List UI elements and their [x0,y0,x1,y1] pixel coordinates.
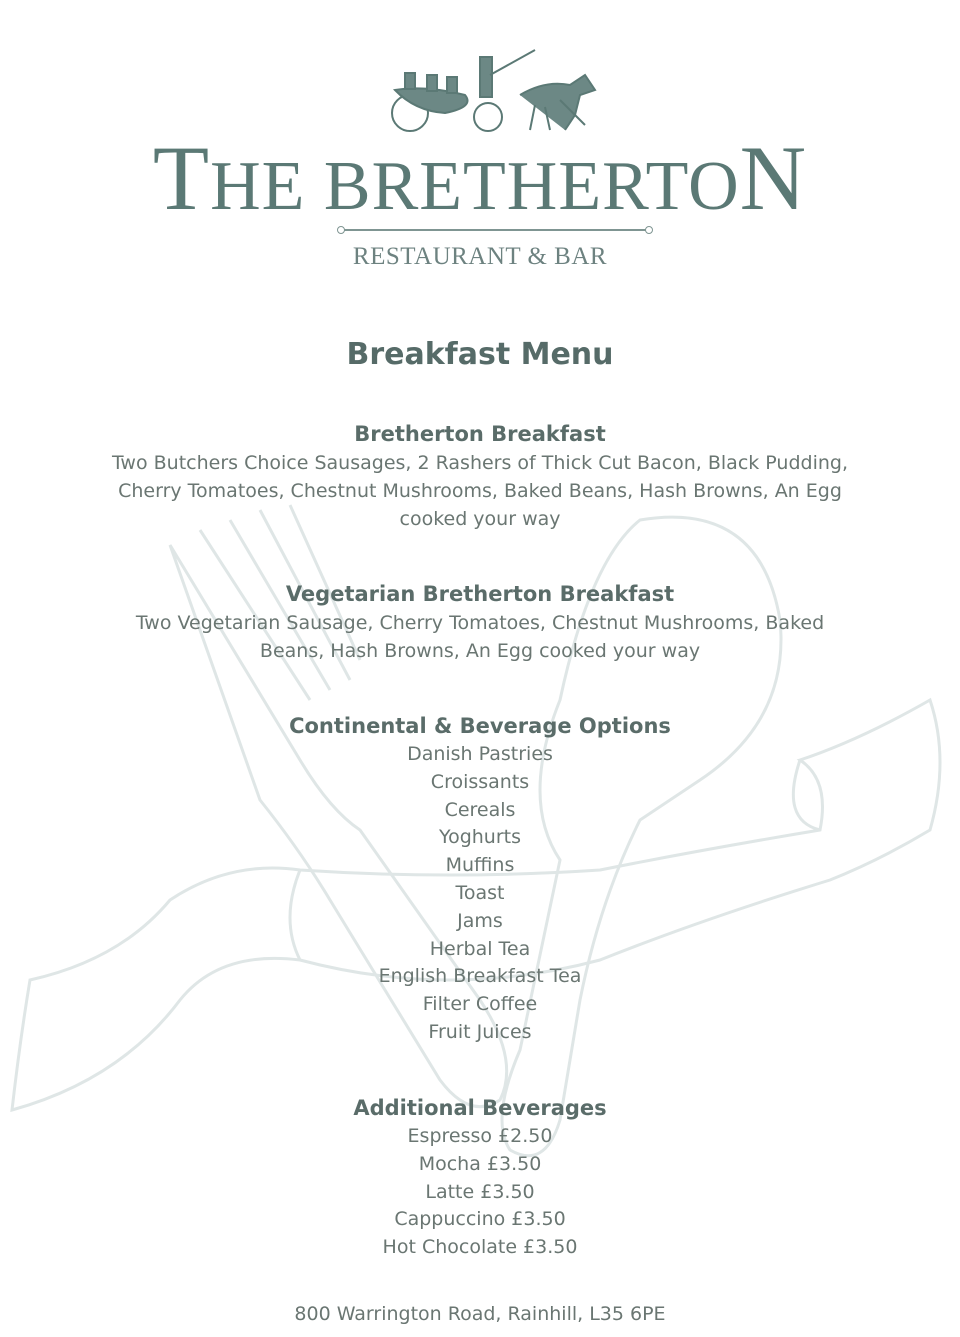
menu-item: Mocha £3.50 [418,1152,542,1175]
menu-item: Hot Chocolate £3.50 [382,1236,578,1259]
menu-item: Croissants [430,770,530,793]
section-additional-beverages [0,1093,960,1262]
section-title: Vegetarian Bretherton Breakfast [285,582,675,606]
section-description-line: Beans, Hash Browns, An Egg cooked your way [259,640,701,662]
brand-letter: N [739,127,808,229]
menu-item: Toast [455,881,505,904]
menu-item: Fruit Juices [428,1020,532,1043]
menu-item: Filter Coffee [422,993,538,1016]
menu-item: Herbal Tea [429,937,531,960]
address: 800 Warrington Road, Rainhill, L35 6PE [294,1303,666,1325]
menu-item: Espresso £2.50 [407,1125,553,1147]
brand-name-logo [0,128,960,237]
section-title: Continental & Beverage Options [289,714,671,738]
section-bretherton-breakfast [0,419,960,533]
section-description-line: cooked your way [399,508,561,530]
section-vegetarian-breakfast [0,579,960,665]
section-description-line: Two Butchers Choice Sausages, 2 Rashers of Thick Cut Bacon, Black Pudding, [111,452,849,474]
section-continental-options [0,711,960,1047]
logo-divider [344,229,646,231]
section-title: Additional Beverages [353,1096,607,1120]
menu-item: Yoghurts [438,826,521,849]
menu-item: English Breakfast Tea [378,965,582,988]
section-description-line: Cherry Tomatoes, Chestnut Mushrooms, Baked Beans, Hash Browns, An Egg [118,480,842,502]
menu-item: Muffins [445,854,515,877]
horse-carriage-logo-icon [385,45,605,137]
menu-item: Cereals [444,798,516,821]
brand-letters: HE BRETHERTO [210,148,740,225]
menu-item: Danish Pastries [407,743,553,765]
section-title: Bretherton Breakfast [354,422,606,446]
menu-item: Cappuccino £3.50 [394,1208,566,1231]
menu-title: Breakfast Menu [346,337,614,372]
brand-letter: T [152,127,211,229]
menu-item: Latte £3.50 [425,1180,535,1203]
tagline: RESTAURANT & BAR [352,243,608,270]
section-description-line: Two Vegetarian Sausage, Cherry Tomatoes, Chestnut Mushrooms, Baked [135,612,825,634]
menu-item: Jams [457,909,503,932]
